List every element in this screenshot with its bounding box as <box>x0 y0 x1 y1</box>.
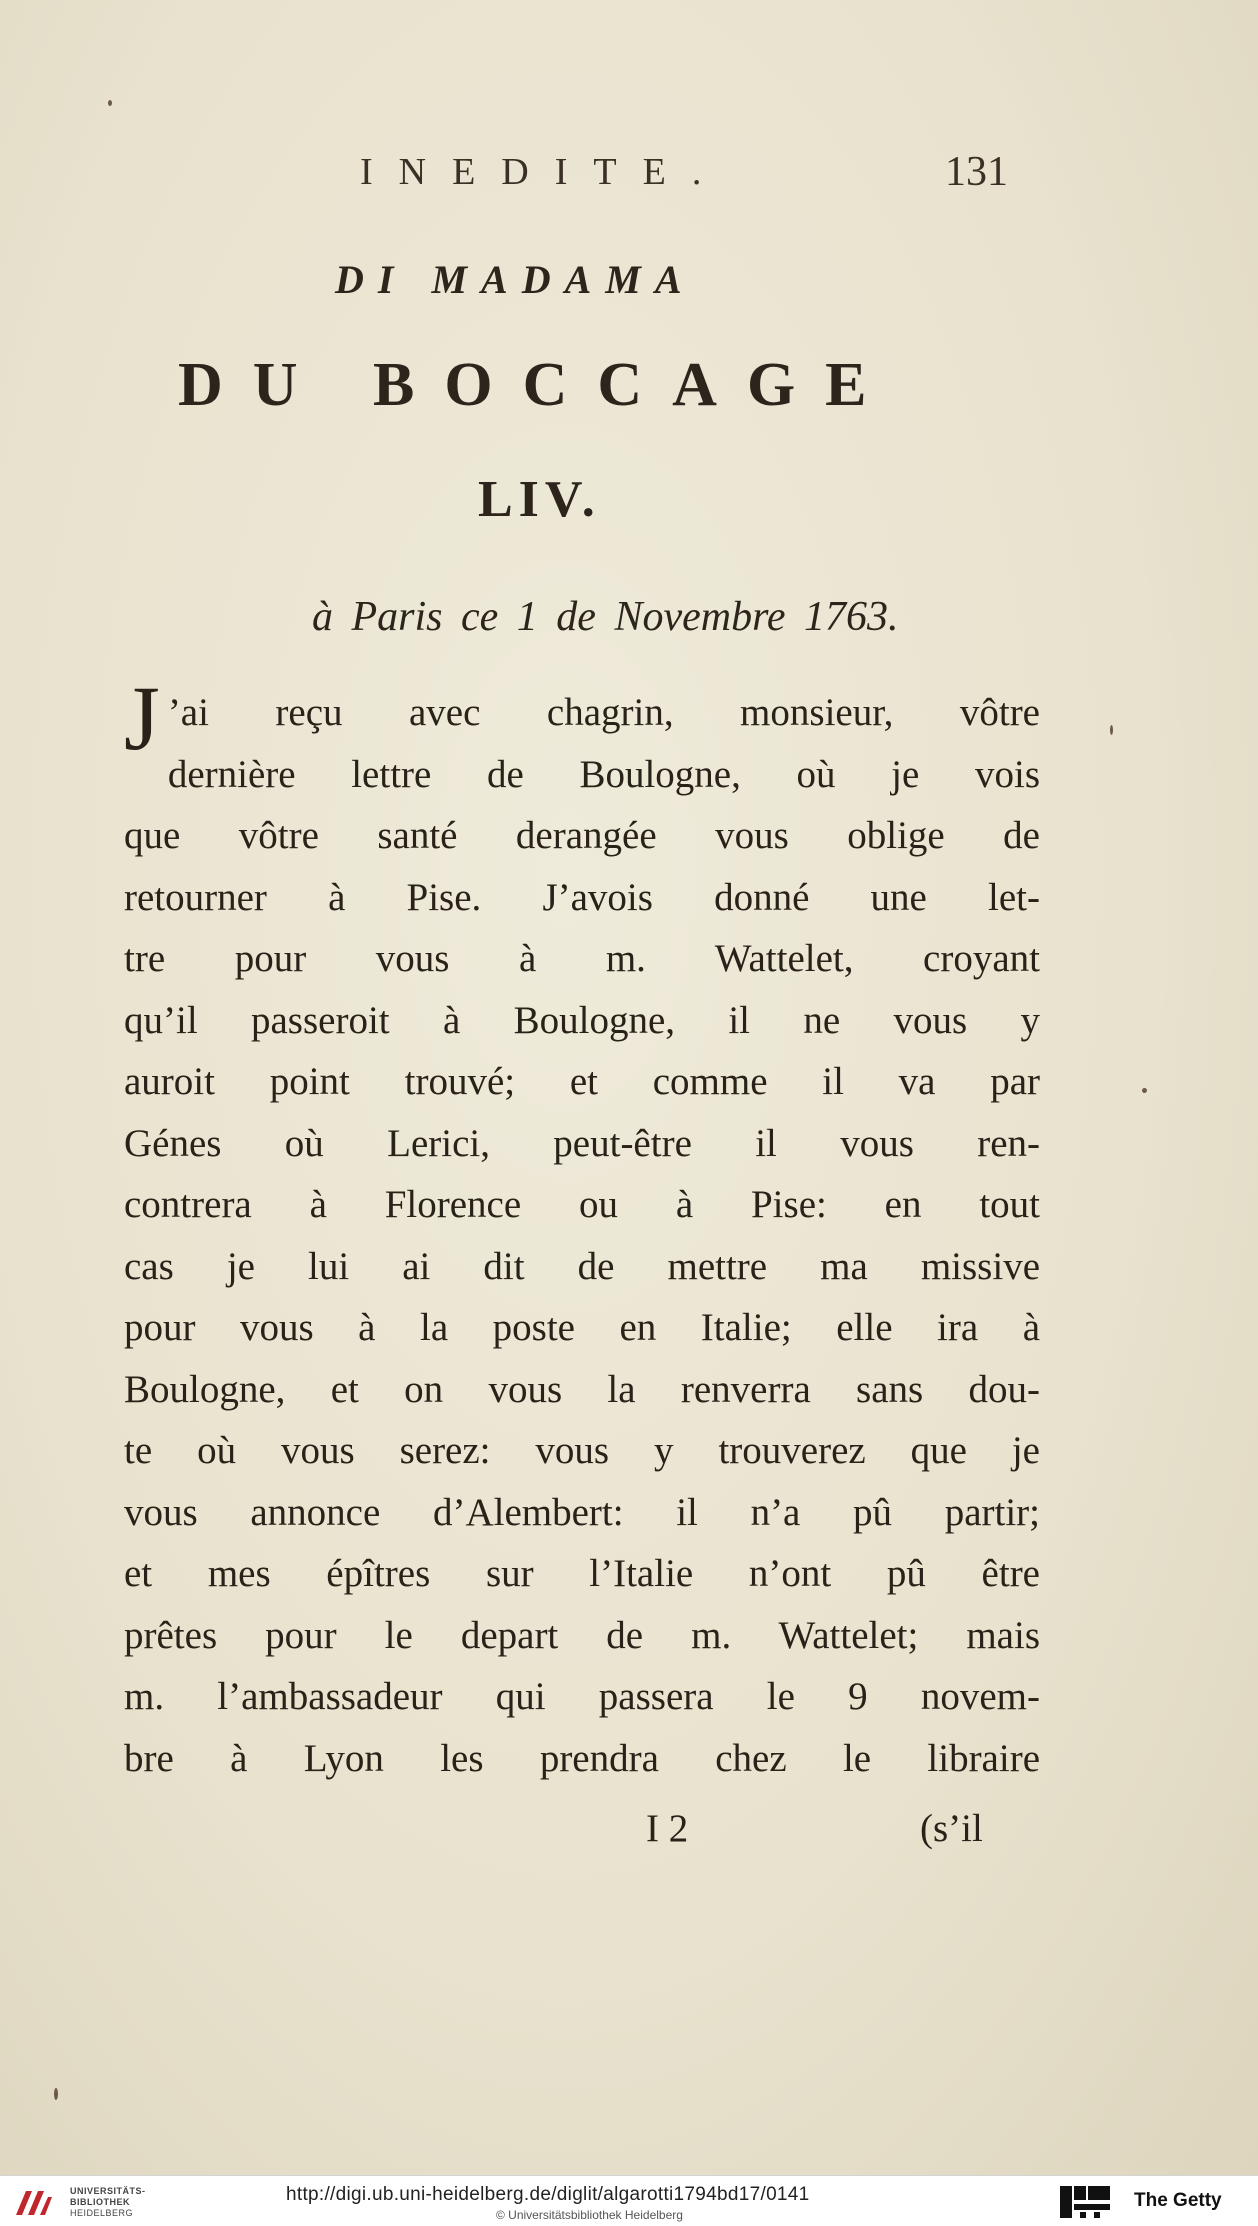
body-line: te où vous serez: vous y trouverez que je <box>124 1429 1040 1472</box>
library-name <box>70 2186 146 2219</box>
drop-cap: J <box>124 667 160 769</box>
body-line: tre pour vous à m. Wattelet, croyant <box>124 937 1040 980</box>
body-line: bre à Lyon les prendra chez le libraire <box>124 1736 1040 1780</box>
library-name-line: UNIVERSITÄTS- <box>70 2186 146 2196</box>
getty-logo-icon <box>1058 2184 1112 2220</box>
letter-body <box>124 667 1040 1789</box>
body-line: contrera à Florence ou à Pise: en tout <box>124 1183 1040 1226</box>
partner-name: The Getty <box>1134 2190 1222 2211</box>
dateline: à Paris ce 1 de Novembre 1763. <box>312 594 899 640</box>
copyright-notice: © Universitätsbibliothek Heidelberg <box>496 2208 683 2222</box>
paper-speck <box>1142 1088 1147 1093</box>
body-line: Boulogne, et on vous la renverra sans dou- <box>124 1367 1040 1411</box>
body-line: que vôtre santé derangée vous oblige de <box>124 814 1040 857</box>
body-line: Génes où Lerici, peut-être il vous ren- <box>124 1121 1040 1165</box>
library-name-line: BIBLIOTHEK <box>70 2197 130 2207</box>
catchword: (s’il <box>920 1807 983 1850</box>
body-line: auroit point trouvé; et comme il va par <box>124 1060 1040 1103</box>
title-line-1: DI MADAMA <box>335 257 696 302</box>
viewer-footer <box>0 2175 1258 2226</box>
body-line: et mes épîtres sur l’Italie n’ont pû être <box>124 1552 1040 1595</box>
body-line: ’ai reçu avec chagrin, monsieur, vôtre <box>167 691 1040 734</box>
body-line: qu’il passeroit à Boulogne, il ne vous y <box>124 998 1040 1042</box>
body-line: prêtes pour le depart de m. Wattelet; mais <box>124 1613 1040 1657</box>
paper-speck <box>1110 725 1113 735</box>
catchline <box>124 1806 1040 1866</box>
body-line: cas je lui ai dit de mettre ma missive <box>124 1244 1040 1288</box>
body-line: m. l’ambassadeur qui passera le 9 novem- <box>124 1675 1040 1718</box>
paper-speck <box>108 100 112 106</box>
signature-mark: I 2 <box>646 1807 689 1850</box>
body-line: vous annonce d’Alembert: il n’a pû partir; <box>124 1490 1040 1534</box>
body-line: dernière lettre de Boulogne, où je vois <box>167 752 1040 796</box>
letter-number: LIV. <box>478 471 601 528</box>
library-logo-icon <box>12 2185 56 2219</box>
page-number: 131 <box>945 149 1008 195</box>
paper-speck <box>54 2088 58 2100</box>
title-line-2: DU BOCCAGE <box>178 351 897 419</box>
running-head: INEDITE. <box>360 151 728 193</box>
body-line: retourner à Pise. J’avois donné une let- <box>124 875 1040 919</box>
permalink-url[interactable]: http://digi.ub.uni-heidelberg.de/diglit/algarotti1794bd17/0141 <box>286 2184 810 2205</box>
library-name-line: HEIDELBERG <box>70 2208 134 2218</box>
body-line: pour vous à la poste en Italie; elle ira à <box>124 1306 1040 1349</box>
